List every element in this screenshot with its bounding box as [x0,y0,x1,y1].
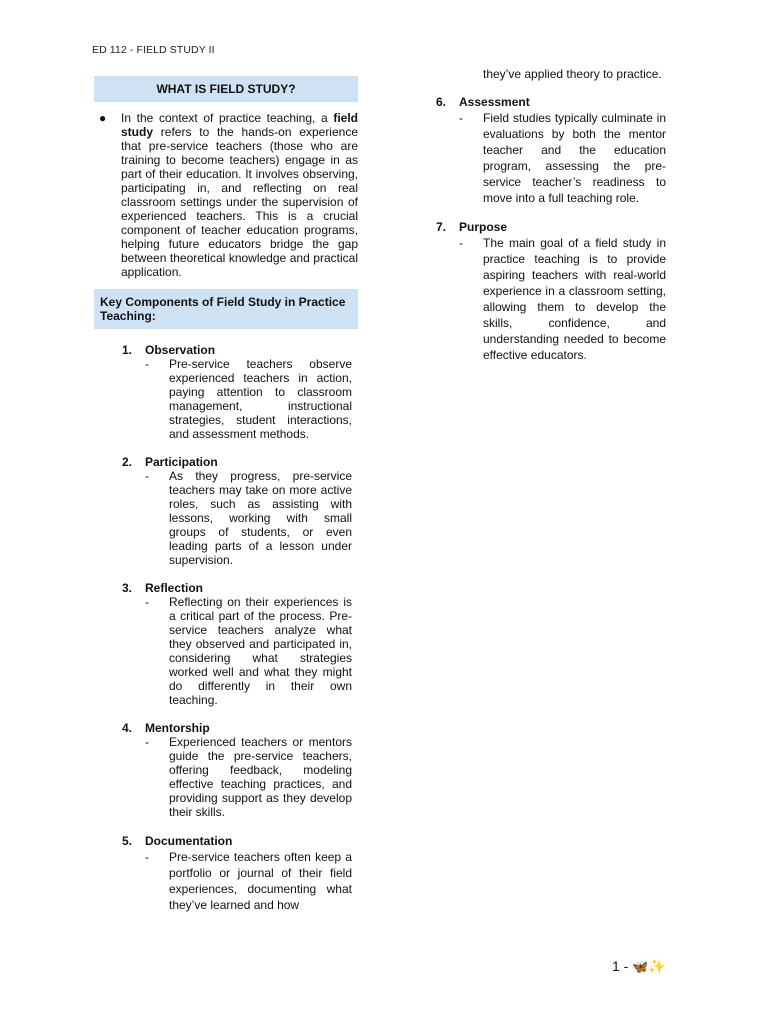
butterfly-icon: 🦋 [632,959,649,974]
item-number: 2. [122,455,133,469]
document-header: ED 112 - FIELD STUDY II [92,44,215,56]
item-text: Reflecting on their experiences is a critical part of the process. Pre-service teachers analyze what they observed and participated in, considering what strategies worked well and what they might do differently in their own teaching. [169,595,352,707]
list-item [122,581,352,707]
page-number: 1 - [612,958,629,974]
item-number: 3. [122,581,133,595]
item-title: Observation [145,343,216,357]
intro-paragraph [94,111,358,279]
item-number: 4. [122,721,133,735]
list-item [122,343,352,441]
sparkle-icon: ✨ [648,958,666,974]
intro-term: field study [121,111,358,139]
item-title: Mentorship [145,721,210,735]
item-text: Pre-service teachers observe experienced teachers in action, paying attention to classroom management, instructional strategies, student interactions, and assessment methods. [169,357,352,441]
section-heading: WHAT IS FIELD STUDY? [94,76,358,102]
right-column [436,66,666,376]
item-text: As they progress, pre-service teachers may take on more active roles, such as assisting with lessons, working with small groups of students, or even leading parts of a lesson under supervision. [169,469,352,567]
intro-text [121,111,358,279]
item-text: Pre-service teachers often keep a portfolio or journal of their field experiences, documenting what they’ve learned and how [169,850,352,912]
item-text: The main goal of a field study in practice teaching is to provide aspiring teachers with real-world experience in a classroom setting, allowing them to develop the skills, confidence, and understanding needed to become effective educators. [483,236,666,362]
item-title: Participation [145,455,218,469]
dash-marker: - [459,111,463,125]
list-item [436,219,666,363]
item-text: Experienced teachers or mentors guide the pre-service teachers, offering feedback, modeling effective teaching practices, and providing support as they develop their skills. [169,735,352,819]
item-title: Reflection [145,581,204,595]
item-number: 6. [436,95,447,109]
intro-text-before: In the context of practice teaching, a [121,111,334,125]
intro-text-after: refers to the hands-on experience that pre-service teachers (those who are training to become teachers) engage in as part of their education. It involves observing, participating in, and reflecting on real classroom settings under the supervision of experienced teachers. This is a crucial component of teacher education programs, helping future educators bridge the gap between theoretical knowledge and practical application. [121,125,358,279]
dash-marker: - [145,850,149,864]
item-text: Field studies typically culminate in evaluations by both the mentor teacher and the education program, assessing the pre-service teacher’s readiness to move into a full teaching role. [483,111,666,205]
item-title: Purpose [459,220,508,234]
item-title: Documentation [145,834,233,848]
list-item [122,721,352,819]
bullet-icon: ● [99,111,107,125]
item-number: 1. [122,343,133,357]
key-components-list [94,343,358,913]
list-item [436,94,666,206]
list-item [122,833,352,913]
left-column [94,76,358,927]
key-components-heading: Key Components of Field Study in Practice Teaching: [94,289,358,329]
item-number: 5. [122,834,133,848]
dash-marker: - [145,595,149,609]
page-footer [612,958,666,975]
continuation-text: they’ve applied theory to practice. [483,67,662,81]
dash-marker: - [145,469,149,483]
dash-marker: - [459,236,463,250]
dash-marker: - [145,357,149,371]
item-title: Assessment [459,95,530,109]
list-item [122,455,352,567]
item-number: 7. [436,220,447,234]
dash-marker: - [145,735,149,749]
